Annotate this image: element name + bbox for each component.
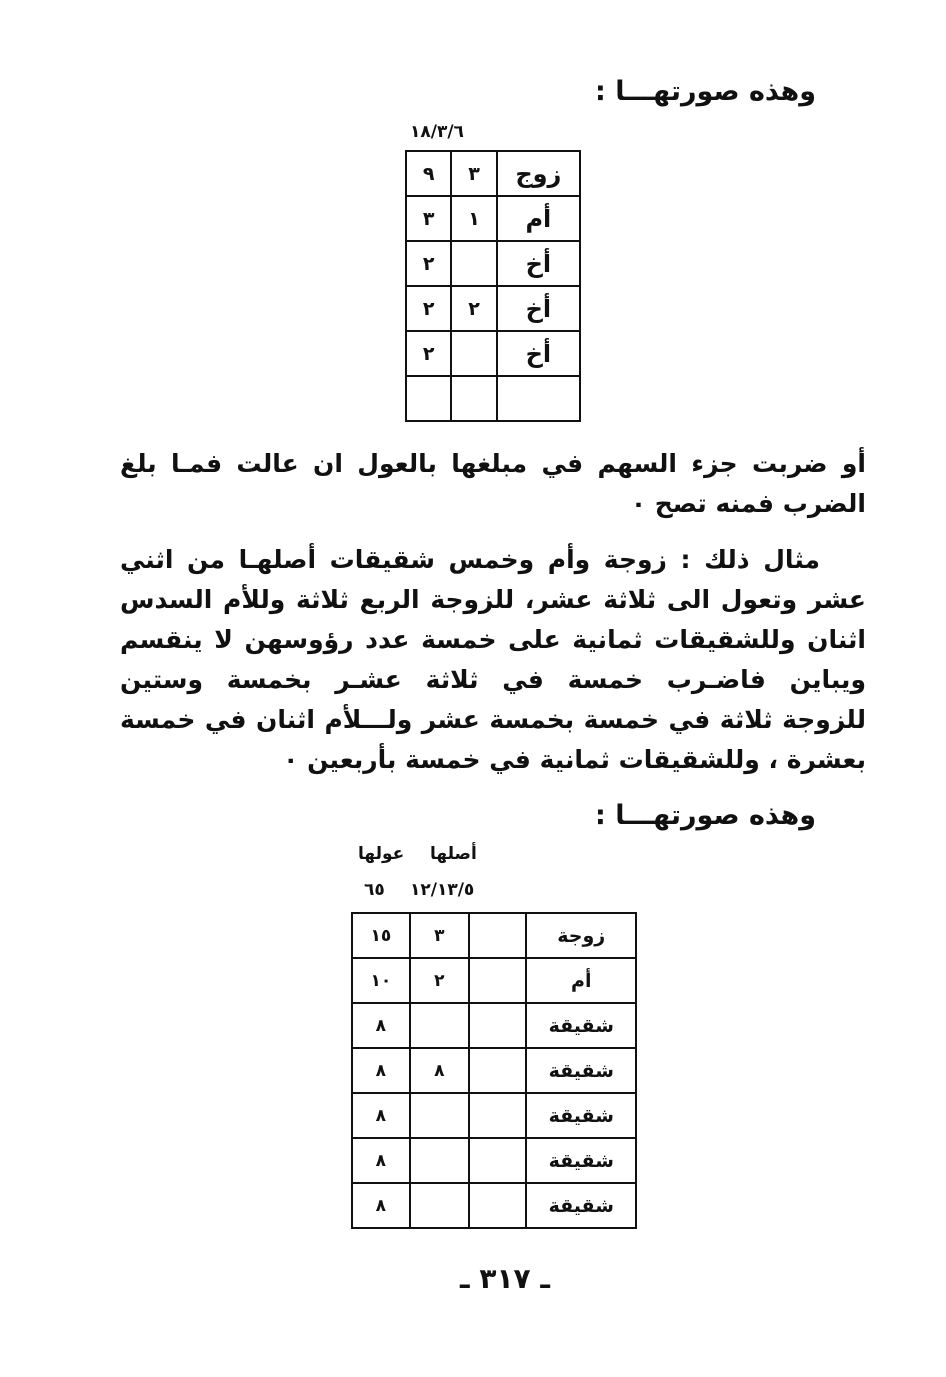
table2-cell: ٨ (352, 1048, 410, 1093)
table2-cell (410, 1138, 469, 1183)
table1-cell (451, 241, 496, 286)
table2-cell (469, 913, 526, 958)
table2-cell: ٨ (352, 1183, 410, 1228)
table1-cell: ٢ (406, 286, 451, 331)
paragraph-1-line: الضرب فمنه تصح ٠ (630, 489, 866, 518)
table1-row (406, 151, 580, 196)
paragraph-1-line: أو ضربت جزء السهم في مبلغها بالعول ان عالت فمـا بلغ (120, 449, 866, 478)
table1-cell: ١ (451, 196, 496, 241)
table2-cell (410, 1093, 469, 1138)
paragraph-2-line: للزوجة ثلاثة في خمسة بخمسة عشر ولـــلأم اثنان في خمسة (120, 705, 866, 734)
table2-cell: ١٠ (352, 958, 410, 1003)
table2-cell: شقيقة (526, 1048, 636, 1093)
table2-cell: زوجة (526, 913, 636, 958)
table2-cell (469, 1138, 526, 1183)
page-number: ـ ٣١٧ ـ (460, 1262, 550, 1295)
paragraph-1 (120, 444, 866, 524)
table2-cell: شقيقة (526, 1093, 636, 1138)
table2-cell (469, 958, 526, 1003)
table2-cell: ٢ (410, 958, 469, 1003)
table2-cell: ٨ (352, 1003, 410, 1048)
table2-label-awl: عولها (358, 844, 405, 864)
table2-cell: شقيقة (526, 1003, 636, 1048)
table2-cell (410, 1003, 469, 1048)
table2-cell: شقيقة (526, 1183, 636, 1228)
table1-row (406, 331, 580, 376)
table2-cell: ٣ (410, 913, 469, 958)
table1-cell (497, 376, 580, 421)
table2-cell: شقيقة (526, 1138, 636, 1183)
table1-cell: ٩ (406, 151, 451, 196)
table2-cell (469, 1093, 526, 1138)
table1-row (406, 241, 580, 286)
table2-row (352, 1093, 636, 1138)
paragraph-2-line: ويباين فاضـرب خمسة في ثلاثة عشـر بخمسة وستين (120, 665, 866, 694)
table1-cell: أخ (497, 241, 580, 286)
table1-cell: أم (497, 196, 580, 241)
table2-cell: ٨ (410, 1048, 469, 1093)
table2-row (352, 1183, 636, 1228)
table2-row (352, 1048, 636, 1093)
table2-cell (469, 1048, 526, 1093)
table2-row (352, 1138, 636, 1183)
table2-row (352, 958, 636, 1003)
table-2 (351, 912, 637, 1229)
table1-cell: أخ (497, 286, 580, 331)
paragraph-2-line: مثال ذلك : زوجة وأم وخمس شقيقات أصلهـا من اثني (120, 545, 820, 574)
table2-row (352, 1003, 636, 1048)
table1-header: ١٨/٣/٦ (410, 122, 464, 142)
table2-cell: ١٥ (352, 913, 410, 958)
table1-cell: ٢ (406, 241, 451, 286)
table1-row (406, 196, 580, 241)
table1-cell (451, 376, 496, 421)
table1-cell: ٢ (406, 331, 451, 376)
table1-cell: زوج (497, 151, 580, 196)
table1-cell: ٣ (406, 196, 451, 241)
table2-cell (469, 1183, 526, 1228)
paragraph-2 (120, 540, 866, 780)
table2-header-total: ٦٥ (364, 880, 385, 900)
table2-cell: ٨ (352, 1138, 410, 1183)
table2-cell (410, 1183, 469, 1228)
table-1 (405, 150, 581, 422)
table1-cell: ٢ (451, 286, 496, 331)
table1-cell: ٣ (451, 151, 496, 196)
paragraph-2-line: اثنان وللشقيقات ثمانية على خمسة عدد رؤوسهن لا ينقسم (120, 625, 866, 654)
table1-cell (451, 331, 496, 376)
table2-cell: ٨ (352, 1093, 410, 1138)
caption-1: وهذه صورتهـــا : (595, 76, 816, 107)
caption-2: وهذه صورتهـــا : (595, 800, 816, 831)
table1-cell (406, 376, 451, 421)
table2-row (352, 913, 636, 958)
table2-cell (469, 1003, 526, 1048)
paragraph-2-line: بعشرة ، وللشقيقات ثمانية في خمسة بأربعين ٠ (283, 745, 866, 774)
table2-label-asl: أصلها (430, 844, 477, 864)
table1-row (406, 286, 580, 331)
table2-cell: أم (526, 958, 636, 1003)
table2-header-values: ١٢/١٣/٥ (410, 880, 475, 900)
paragraph-2-line: عشر وتعول الى ثلاثة عشر، للزوجة الربع ثلاثة وللأم السدس (120, 585, 866, 614)
table1-cell: أخ (497, 331, 580, 376)
table1-row (406, 376, 580, 421)
